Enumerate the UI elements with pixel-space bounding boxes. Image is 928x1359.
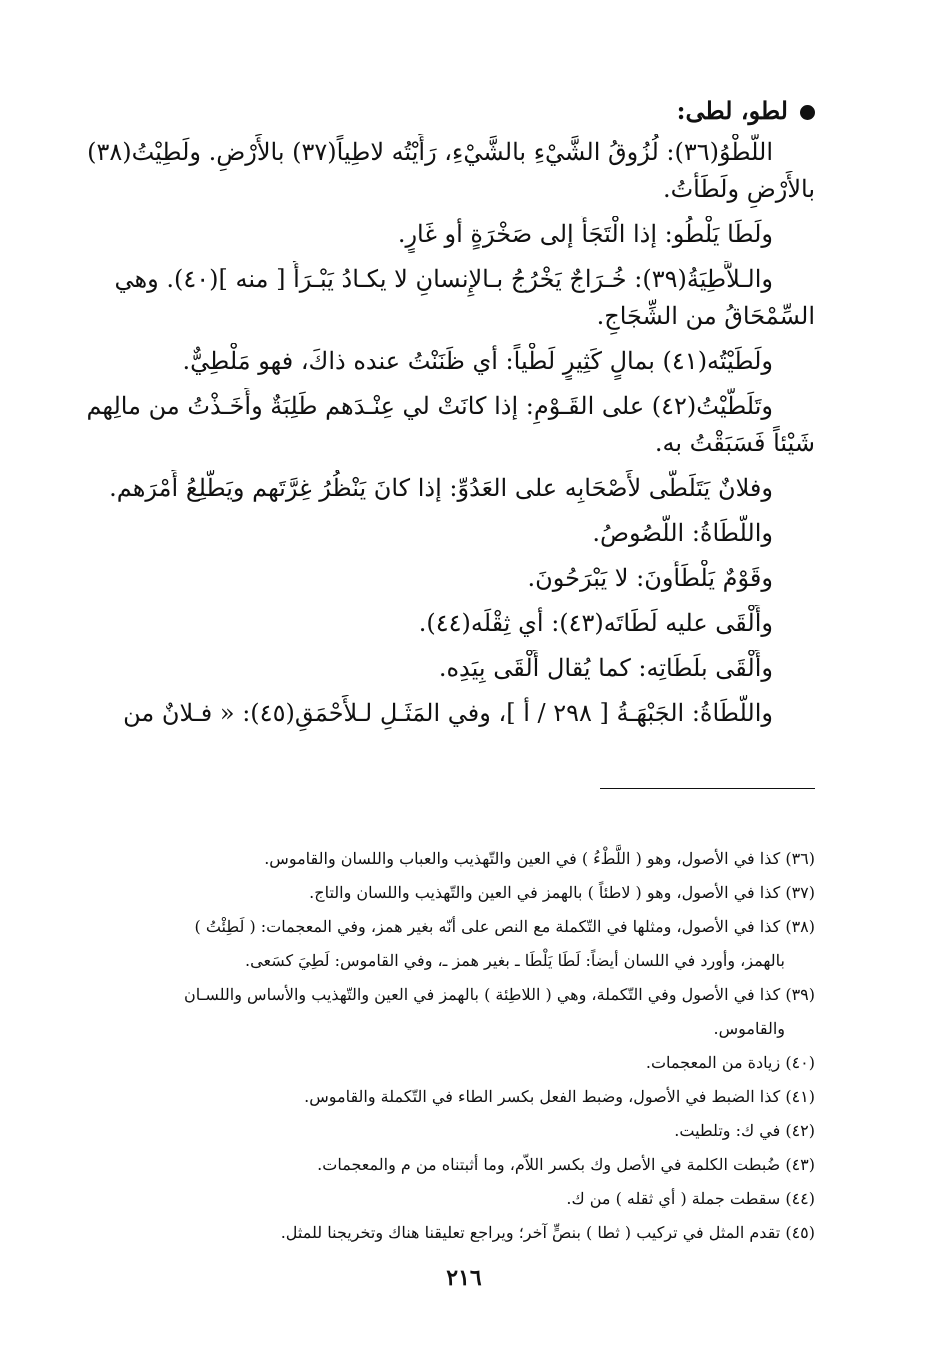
entry-heading	[80, 92, 815, 134]
paragraph	[80, 388, 815, 462]
paragraph	[80, 560, 815, 597]
paragraph	[80, 605, 815, 642]
paragraph	[80, 650, 815, 687]
footnote: (٣٦) كذا في الأصول، وهو ( اللَّطْءُ ) في العين والتّهذيب والعباب واللسان والقاموس.	[264, 849, 815, 868]
paragraph	[80, 695, 815, 732]
text-line: السِّمْحَاقُ من الشِّجَاجِ.	[596, 302, 815, 330]
text-line: ولَطَيْتُه(٤١) بمالٍ كَثِيرٍ لَطْياً: أي ظَنَنْتُ عنده ذاكَ، فهو مَلْطِيٌّ.	[182, 347, 773, 375]
page-number: ٢١٦	[446, 1265, 482, 1291]
main-text	[80, 92, 815, 740]
paragraph	[80, 515, 815, 552]
text-line: وتَلَطَّيْتُ(٤٢) على القَـوْمِ: إذا كانَتْ لي عِنْـدَهم طَلِبَةٌ وأَخَـذْتُ من مالِهم	[86, 392, 773, 420]
footnote-continuation: بالهمز، وأورد في اللسان أيضاً: لَطَا يَلْطَا ـ بغير همز ـ، وفي القاموس: لَطِيَ كسَعى.	[245, 951, 785, 970]
paragraph	[80, 134, 815, 208]
text-line: واللُّطَاةُ: اللُّصُوصُ.	[592, 519, 773, 547]
entry-heading-text: لطو، لطى:	[676, 96, 788, 125]
text-line: ولَطَا يَلْطُو: إذا الْتَجَأَ إلى صَخْرَةٍ أو غَارٍ.	[397, 220, 773, 248]
text-line: شَيْئاً فَسَبَقْتُ به.	[654, 429, 815, 457]
paragraph	[80, 216, 815, 253]
footnote: (٣٧) كذا في الأصول، وهو ( لاطئاً ) بالهمز في العين والتّهذيب واللسان والتاج.	[309, 883, 815, 902]
footnote: (٤٥) تقدم المثل في تركيب ( ثطا ) بنصٍّ آخر؛ ويراجع تعليقنا هناك وتخريجنا للمثل.	[280, 1223, 815, 1242]
footnote-continuation: والقاموس.	[713, 1019, 785, 1038]
text-line: واللُّطَاةُ: الجَبْهَـةُ [ ٢٩٨ / أ ]، وفي المَثَـلِ لـلأَحْمَقِ(٤٥): « فـلانٌ من	[123, 699, 773, 727]
bullet-icon	[800, 105, 815, 120]
text-line: اللَّطْوُ(٣٦): لُزُوقُ الشَّيْءِ بالشَّيْءِ، رَأَيْتُه لاطِياً(٣٧) بالأَرْضِ. ولَطِيْتُ(٣٨)	[87, 138, 773, 166]
footnote: (٤٠) زيادة من المعجمات.	[645, 1053, 815, 1072]
footnote: (٤١) كذا الضبط في الأصول، وضبط الفعل بكسر الطاء في التّكملة والقاموس.	[304, 1087, 815, 1106]
footnote: (٣٩) كذا في الأصول وفي التّكملة، وهي ( اللاطِئة ) بالهمز في العين والتّهذيب والأساس واللسـان	[184, 985, 815, 1004]
text-line: بالأَرْضِ ولَطَأْتُ.	[662, 175, 815, 203]
text-line: وأَلْقَى بلَطَاتِه: كما يُقال أَلْقَى بِيَدِه.	[438, 654, 773, 682]
footnote: (٤٤) سقطت جملة ( أي ثقله ) من ك.	[566, 1189, 815, 1208]
footnote: (٣٨) كذا في الأصول، ومثلها في التّكملة مع النص على أنّه بغير همز، وفي المعجمات: ( لَطِئْتُ )	[194, 917, 815, 936]
text-line: وأَلْقَى عليه لَطَاتَه(٤٣): أي ثِقْلَه(٤٤).	[418, 609, 773, 637]
paragraph	[80, 470, 815, 507]
text-line: وقَوْمٌ يَلْطَأُونَ: لا يَبْرَحُونَ.	[527, 564, 773, 592]
footnote-divider	[600, 788, 815, 789]
footnote: (٤٢) في ك: وتلطيت.	[674, 1121, 815, 1140]
paragraph	[80, 261, 815, 335]
footnotes	[120, 842, 815, 1250]
text-line: وفلانٌ يَتَلَطَّى لأَصْحَابِه على العَدُوِّ: إذا كانَ يَنْظُرُ غِرَّتَهم ويَطَّلِعُ أَمْرَهم.	[109, 474, 773, 502]
footnote: (٤٣) ضُبطت الكلمة في الأصل وك بكسر اللاّم، وما أثبتناه من م والمعجمات.	[317, 1155, 815, 1174]
text-line: والـلاَّطِيَةُ(٣٩): خُـرَاجٌ يَخْرُجُ بـالإِنسانِ لا يكـادُ يَبْـرَأُ [ منه ](٤٠). وهي	[114, 265, 773, 293]
paragraph	[80, 343, 815, 380]
